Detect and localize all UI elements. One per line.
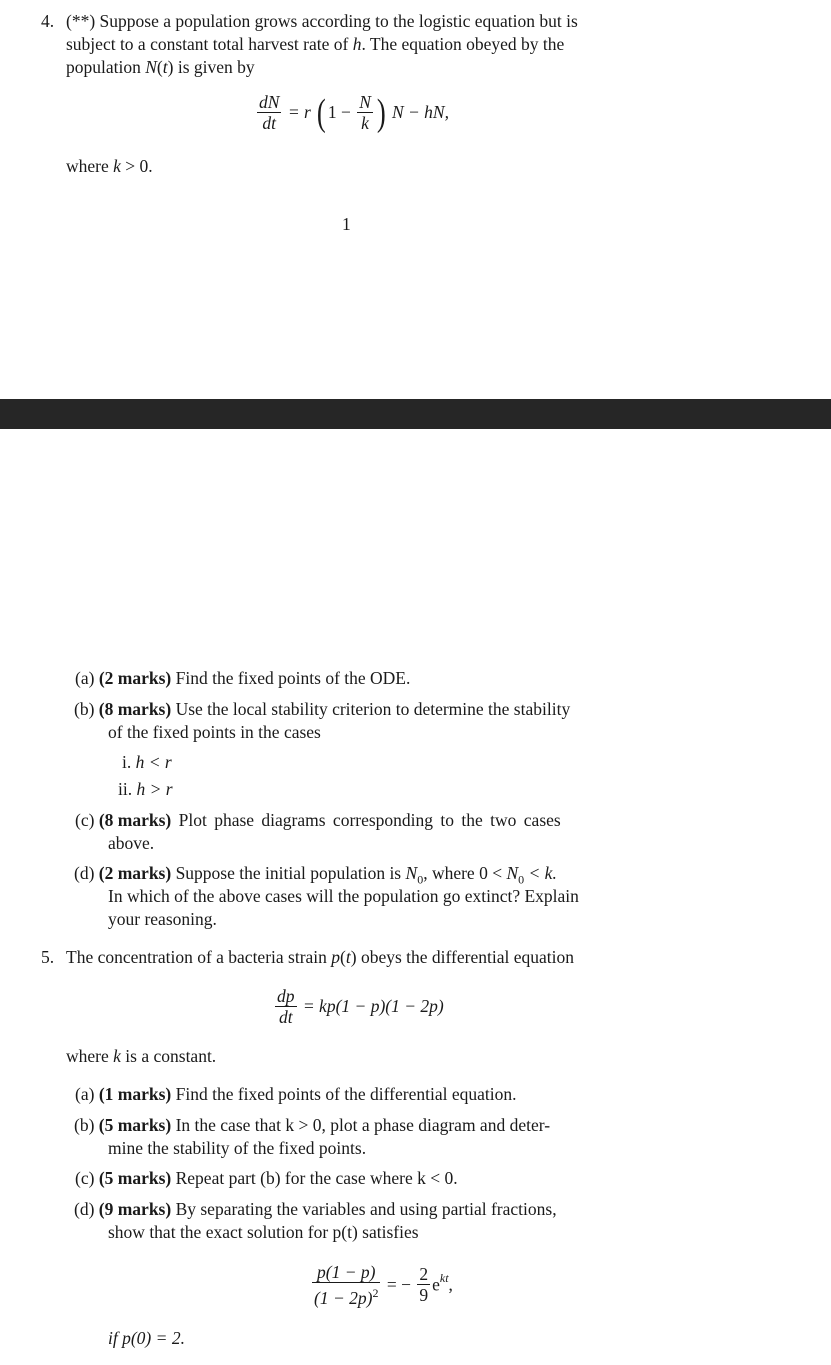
q4-part-b-sub-ii [118, 778, 173, 801]
part-marks: (1 marks) [98, 1084, 172, 1104]
den-exponent: 2 [372, 1286, 379, 1300]
denominator: dt [262, 113, 277, 133]
one-minus: 1 − [327, 102, 351, 122]
q4-part-b-sub-i [122, 751, 172, 774]
comma: , [448, 1274, 453, 1295]
equals-minus: = − [386, 1274, 411, 1295]
part-text: By separating the variables and using partial fractions, [171, 1199, 557, 1219]
equation-tail: N − hN, [391, 102, 449, 122]
q5-part-a [75, 1083, 516, 1106]
fraction-dp-dt [275, 986, 297, 1027]
part-label: (a) [75, 1084, 95, 1104]
sub-label: ii. [118, 779, 133, 799]
text: . The equation obeyed by the [361, 34, 565, 54]
sub-text: h > r [136, 779, 173, 799]
q5-part-d [74, 1198, 557, 1221]
left-paren: ( [317, 91, 326, 134]
sub-label: i. [122, 752, 132, 772]
text: < k. [524, 863, 557, 883]
math-k: k [113, 156, 121, 176]
q5-solution-equation [310, 1262, 453, 1308]
part-label: (b) [74, 699, 95, 719]
q4-part-b [74, 698, 570, 721]
part-marks: (2 marks) [98, 668, 172, 688]
part-text: Plot phase diagrams corresponding to the two cases [171, 810, 561, 830]
text: subject to a constant total harvest rate of [66, 34, 353, 54]
text: ) is given by [167, 57, 255, 77]
q4-intro-line2 [66, 33, 564, 56]
subscript: 0 [518, 872, 525, 887]
math-N: N [506, 863, 519, 883]
part-text: Find the fixed points of the differential equation. [171, 1084, 517, 1104]
page-number: 1 [342, 214, 351, 234]
denominator: dt [278, 1007, 293, 1027]
math-N: N [145, 57, 157, 77]
text: ( [156, 57, 163, 77]
text: population [66, 57, 146, 77]
text: where [66, 1046, 114, 1066]
numerator: dN [259, 92, 280, 112]
math-k: k [113, 1046, 121, 1066]
math-p: p [331, 947, 341, 967]
denominator: 9 [419, 1285, 429, 1306]
q4-intro-line3 [66, 56, 255, 79]
part-marks: (2 marks) [98, 863, 172, 883]
subscript: 0 [417, 872, 424, 887]
q4-part-b-line2: of the fixed points in the cases [108, 722, 321, 742]
part-text: In the case that k > 0, plot a phase diagram and deter- [171, 1115, 551, 1135]
fraction-dN-dt [257, 92, 281, 133]
part-label: (d) [74, 1199, 95, 1219]
q4-part-d-line2: In which of the above cases will the population go extinct? Explain [108, 886, 579, 906]
part-label: (c) [75, 810, 95, 830]
text: ) obeys the differential equation [350, 947, 574, 967]
numerator: dp [277, 986, 295, 1006]
part-marks: (8 marks) [98, 810, 172, 830]
q4-part-c [75, 809, 561, 832]
part-text: Repeat part (b) for the case where k < 0. [171, 1168, 458, 1188]
part-label: (c) [75, 1168, 95, 1188]
text: , where 0 < [423, 863, 507, 883]
q5-initial-condition: if p(0) = 2. [108, 1328, 185, 1348]
text: ( [340, 947, 346, 967]
q5-where [66, 1045, 216, 1068]
equals-r: = r [287, 102, 311, 122]
part-text: Use the local stability criterion to determine the stability [171, 699, 571, 719]
q5-part-b-line2: mine the stability of the fixed points. [108, 1138, 367, 1158]
math-N: N [405, 863, 418, 883]
denominator: k [361, 113, 369, 133]
part-marks: (8 marks) [98, 699, 172, 719]
denominator [312, 1283, 380, 1308]
q5-part-b [74, 1114, 550, 1137]
q4-part-d-line3: your reasoning. [108, 909, 217, 929]
part-label: (d) [74, 863, 95, 883]
fraction-N-k [357, 92, 373, 133]
math-h: h [352, 34, 362, 54]
part-label: (a) [75, 668, 95, 688]
numerator: N [359, 92, 371, 112]
numerator: 2 [419, 1264, 429, 1285]
fraction-solution [312, 1262, 380, 1308]
part-marks: (5 marks) [98, 1115, 172, 1135]
numerator: p(1 − p) [312, 1262, 380, 1283]
q5-number: 5. [41, 947, 55, 967]
q4-part-c-line2: above. [108, 833, 155, 853]
q5-part-c [75, 1167, 458, 1190]
q5-intro [66, 946, 574, 969]
math-t: t [345, 947, 351, 967]
equation-rhs: = kp(1 − p)(1 − 2p) [302, 996, 444, 1016]
q4-number: 4. [41, 11, 55, 31]
part-marks: (5 marks) [98, 1168, 172, 1188]
right-paren: ) [376, 91, 386, 134]
exp-e: e [432, 1274, 440, 1295]
q5-equation [273, 986, 444, 1027]
q4-part-a [75, 667, 410, 690]
den-text: (1 − 2p) [314, 1287, 373, 1308]
q5-part-d-line2: show that the exact solution for p(t) satisfies [108, 1222, 419, 1242]
text: The concentration of a bacteria strain [66, 947, 332, 967]
part-text: Suppose the initial population is [171, 863, 406, 883]
fraction-two-ninths [417, 1264, 430, 1305]
q4-intro-line1: (**) Suppose a population grows according to the logistic equation but is [66, 11, 578, 31]
part-label: (b) [74, 1115, 95, 1135]
part-marks: (9 marks) [98, 1199, 172, 1219]
sub-text: h < r [135, 752, 172, 772]
q4-equation [255, 92, 449, 133]
math-t: t [162, 57, 168, 77]
part-text: Find the fixed points of the ODE. [171, 668, 411, 688]
exponent-kt: kt [439, 1271, 449, 1286]
text: where [66, 156, 114, 176]
text: > 0. [120, 156, 153, 176]
q4-where [66, 155, 153, 178]
page-break-bar [0, 399, 831, 429]
text: is a constant. [120, 1046, 217, 1066]
